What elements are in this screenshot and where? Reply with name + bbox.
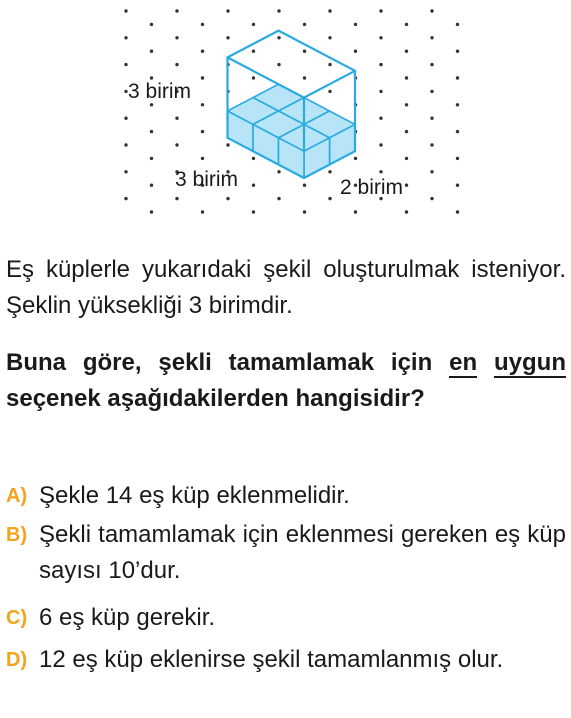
grid-dot <box>150 210 153 213</box>
grid-dot <box>456 130 459 133</box>
grid-dot <box>354 157 357 160</box>
depth-label: 3 birim <box>175 168 239 191</box>
grid-dot <box>303 210 306 213</box>
grid-dot <box>405 103 408 106</box>
grid-dot <box>430 170 433 173</box>
grid-dot <box>430 63 433 66</box>
grid-dot <box>456 23 459 26</box>
question-underline-en: en <box>449 349 478 376</box>
grid-dot <box>201 76 204 79</box>
grid-dot <box>354 50 357 53</box>
grid-dot <box>201 103 204 106</box>
grid-dot <box>175 143 178 146</box>
grid-dot <box>328 197 331 200</box>
question-underline-uygun: uygun <box>494 349 567 376</box>
grid-dot <box>405 76 408 79</box>
grid-dot <box>226 9 229 12</box>
grid-dot <box>303 50 306 53</box>
grid-dot <box>328 170 331 173</box>
grid-dot <box>201 210 204 213</box>
grid-dot <box>456 157 459 160</box>
grid-dot <box>175 197 178 200</box>
grid-dot <box>252 50 255 53</box>
grid-dot <box>354 210 357 213</box>
grid-dot <box>456 184 459 187</box>
grid-dot <box>277 63 280 66</box>
grid-dot <box>303 184 306 187</box>
question-part2: seçenek aşağıdakilerden hangisidir? <box>6 385 425 412</box>
grid-dot <box>405 157 408 160</box>
grid-dot <box>379 36 382 39</box>
grid-dot <box>405 23 408 26</box>
grid-dot <box>252 76 255 79</box>
option-d-letter: D) <box>6 649 28 671</box>
grid-dot <box>379 170 382 173</box>
grid-dot <box>150 50 153 53</box>
grid-dot <box>150 130 153 133</box>
question-stem: Eş küplerle yukarıdaki şekil oluşturulmak isteniyor. Şeklin yüksekliği 3 birimdir. <box>6 256 566 319</box>
width-label: 2 birim <box>340 176 404 199</box>
grid-dot <box>226 143 229 146</box>
grid-dot <box>379 143 382 146</box>
grid-dot <box>405 210 408 213</box>
option-a-letter: A) <box>6 485 28 507</box>
grid-dot <box>430 9 433 12</box>
grid-dot <box>277 9 280 12</box>
grid-dot <box>150 103 153 106</box>
isometric-cube-figure <box>0 0 571 240</box>
grid-dot <box>226 197 229 200</box>
grid-dot <box>277 36 280 39</box>
grid-dot <box>277 197 280 200</box>
question-space <box>477 349 494 376</box>
grid-dot <box>175 36 178 39</box>
question-prompt <box>6 345 566 417</box>
filled-cubes <box>228 84 356 178</box>
grid-dot <box>150 184 153 187</box>
grid-dot <box>252 23 255 26</box>
grid-dot <box>456 210 459 213</box>
grid-dot <box>226 36 229 39</box>
grid-dot <box>175 9 178 12</box>
grid-dot <box>201 130 204 133</box>
grid-dot <box>456 50 459 53</box>
grid-dot <box>252 184 255 187</box>
grid-dot <box>124 170 127 173</box>
grid-dot <box>124 9 127 12</box>
option-c[interactable] <box>6 600 566 636</box>
grid-dot <box>124 117 127 120</box>
grid-dot <box>124 36 127 39</box>
grid-dot <box>150 23 153 26</box>
grid-dot <box>405 184 408 187</box>
grid-dot <box>430 143 433 146</box>
grid-dot <box>150 157 153 160</box>
option-b-letter: B) <box>6 524 28 546</box>
grid-dot <box>124 197 127 200</box>
grid-dot <box>328 63 331 66</box>
grid-dot <box>303 23 306 26</box>
grid-dot <box>456 103 459 106</box>
grid-dot <box>252 157 255 160</box>
question-part1: Buna göre, şekli tamamlamak için <box>6 349 450 376</box>
prism-edge <box>279 31 356 71</box>
grid-dot <box>430 197 433 200</box>
grid-dot <box>379 117 382 120</box>
option-d-text: 12 eş küp eklenirse şekil tamamlanmış olur. <box>39 646 504 673</box>
grid-dot <box>328 36 331 39</box>
grid-dot <box>303 76 306 79</box>
grid-dot <box>379 9 382 12</box>
grid-dot <box>456 76 459 79</box>
option-c-letter: C) <box>6 607 28 629</box>
option-a-text: Şekle 14 eş küp eklenmelidir. <box>39 482 350 509</box>
grid-dot <box>379 90 382 93</box>
grid-dot <box>328 9 331 12</box>
grid-dot <box>430 117 433 120</box>
prism-edge <box>304 71 355 98</box>
grid-dot <box>405 130 408 133</box>
grid-dot <box>277 170 280 173</box>
option-a[interactable] <box>6 478 566 514</box>
grid-dot <box>175 117 178 120</box>
grid-dot <box>379 63 382 66</box>
grid-dot <box>124 63 127 66</box>
option-d[interactable] <box>6 642 566 678</box>
grid-dot <box>201 157 204 160</box>
option-b[interactable] <box>6 517 566 589</box>
grid-dot <box>175 63 178 66</box>
option-c-text: 6 eş küp gerekir. <box>39 604 216 631</box>
grid-dot <box>201 23 204 26</box>
grid-dot <box>201 50 204 53</box>
prism-edge <box>228 31 279 58</box>
height-label: 3 birim <box>128 80 192 103</box>
grid-dot <box>252 210 255 213</box>
grid-dot <box>405 50 408 53</box>
grid-dot <box>124 143 127 146</box>
grid-dot <box>328 90 331 93</box>
grid-dot <box>430 90 433 93</box>
grid-dot <box>354 23 357 26</box>
grid-dot <box>430 36 433 39</box>
option-b-text: Şekli tamamlamak için eklenmesi gereken eş küp sayısı 10’dur. <box>39 521 566 584</box>
